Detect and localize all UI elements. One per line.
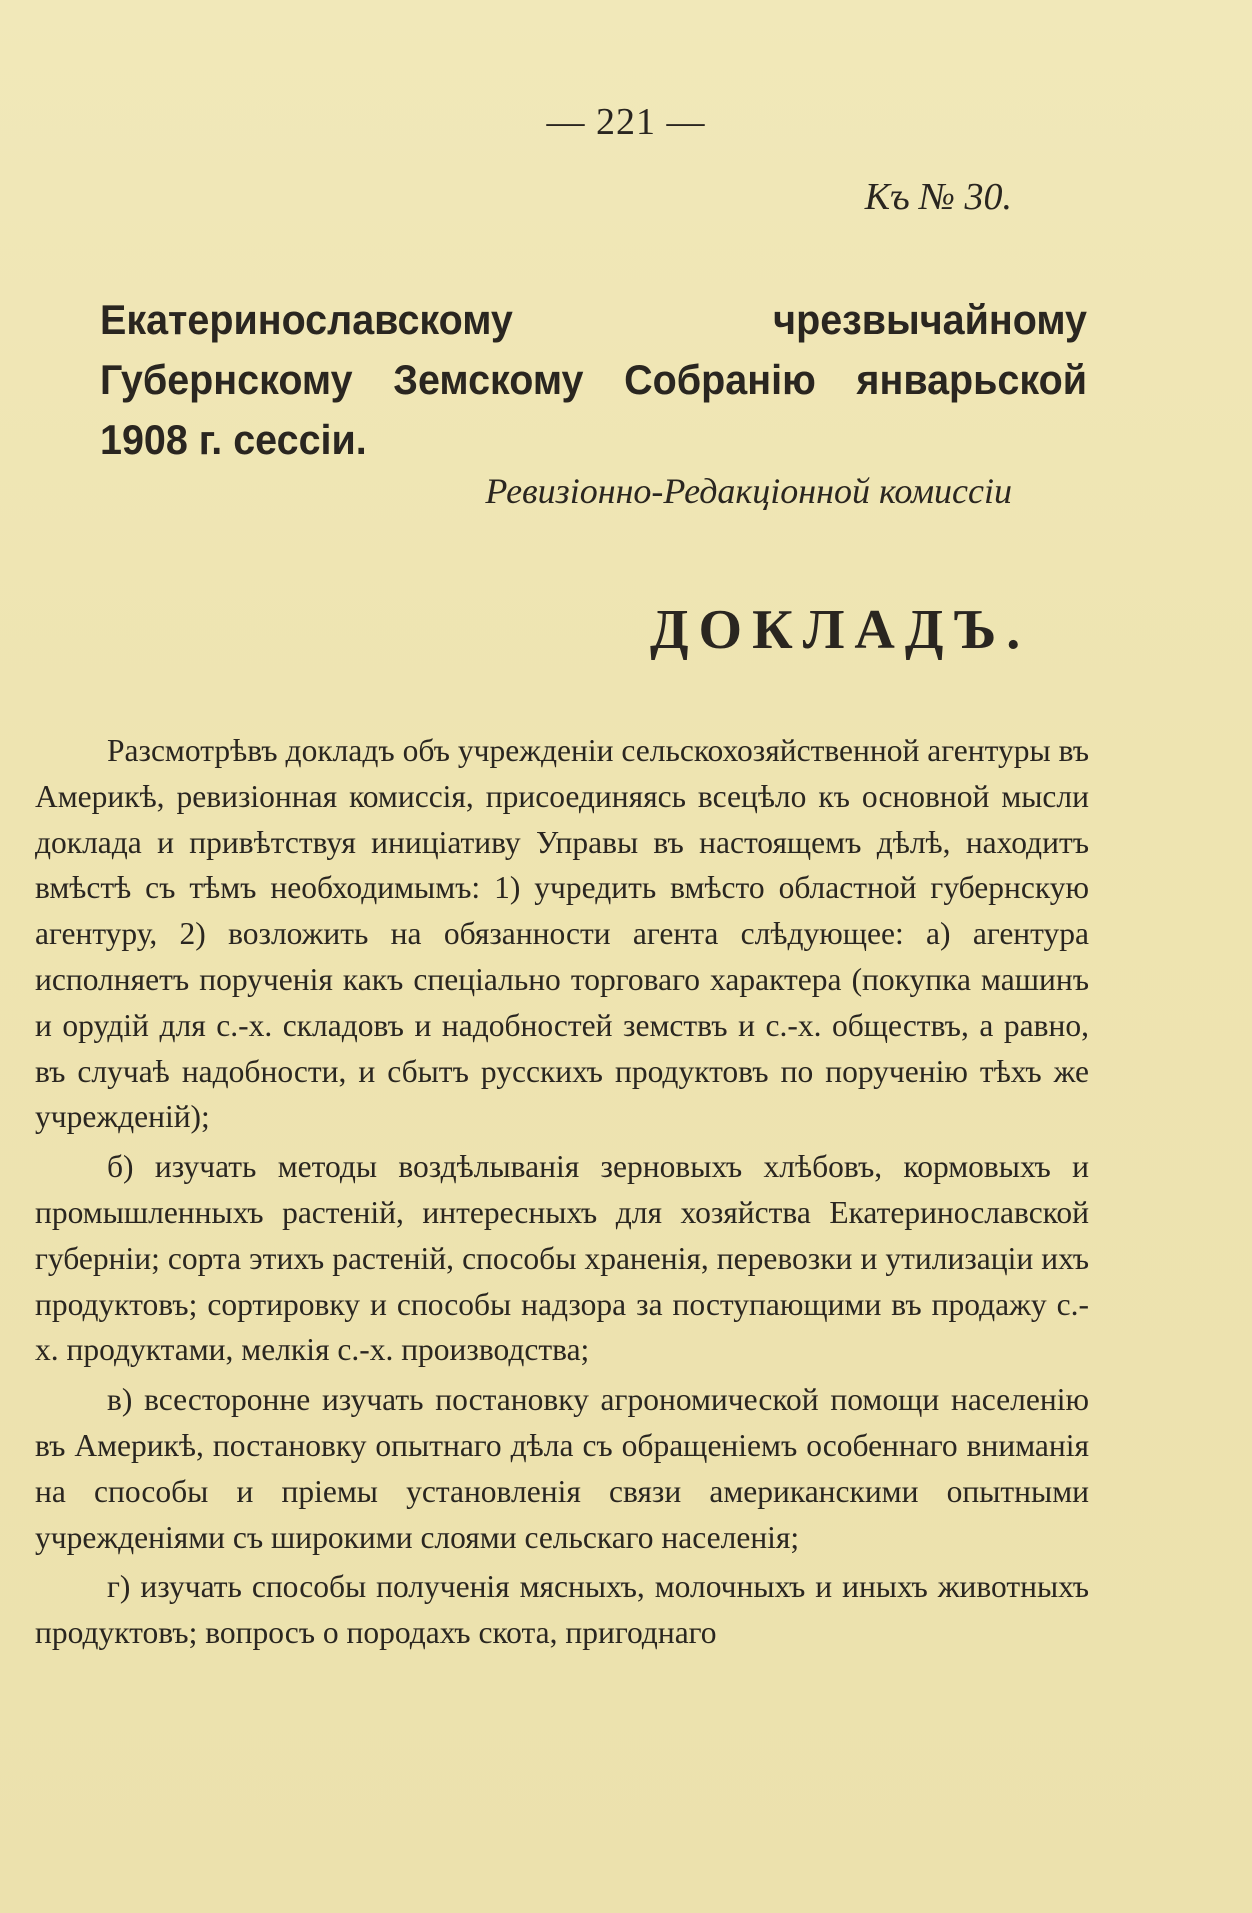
paragraph: в) всесторонне изучать постановку агрономической помощи населенію въ Америкѣ, постановку опытнаго дѣла съ обращеніемъ особеннаго вниманія на способы и пріемы установленія связи американскими опытными учрежденіями съ широкими слоями сельскаго населенія; (35, 1382, 1089, 1555)
page-number: — 221 — (546, 101, 706, 143)
paragraph: г) изучать способы полученія мясныхъ, молочныхъ и иныхъ животныхъ продуктовъ; вопросъ о породахъ скота, пригоднаго (35, 1569, 1089, 1651)
paragraph: б) изучать методы воздѣлыванія зерновыхъ хлѣбовъ, кормовыхъ и промышленныхъ растеній, интересныхъ для хозяйства Екатеринославской губерніи; сорта этихъ растеній, способы храненія, перевозки и утилизаціи ихъ продуктовъ; сортировку и способы надзора за поступающими въ продажу с.-х. продуктами, мелкія с.-х. производства; (35, 1149, 1089, 1368)
document-title: Екатеринославскому чрезвычайному Губернскому Земскому Собранію январьской 1908 г. сессіи. (100, 296, 1087, 463)
paragraph: Разсмотрѣвъ докладъ объ учрежденіи сельскохозяйственной агентуры въ Америкѣ, ревизіонная комиссія, присоединяясь всецѣло къ основной мысли доклада и привѣтствуя иниціативу Управы въ настоящемъ дѣлѣ, находитъ вмѣстѣ съ тѣмъ необходимымъ: 1) учредить вмѣсто областной губернскую агентуру, 2) возложить на обязанности агента слѣдующее: а) агентура исполняетъ порученія какъ спеціально торговаго характера (покупка машинъ и орудій для с.-х. складовъ и надобностей земствъ и с.-х. обществъ, а равно, въ случаѣ надобности, и сбытъ русскихъ продуктовъ по порученію тѣхъ же учрежденій); (35, 733, 1089, 1135)
document-body (35, 728, 1089, 1656)
reference-number: Къ № 30. (864, 176, 1012, 218)
document-heading: ДОКЛАДЪ. (650, 599, 1031, 661)
commission-name: Ревизіонно-Редакціонной комиссіи (485, 471, 1012, 511)
